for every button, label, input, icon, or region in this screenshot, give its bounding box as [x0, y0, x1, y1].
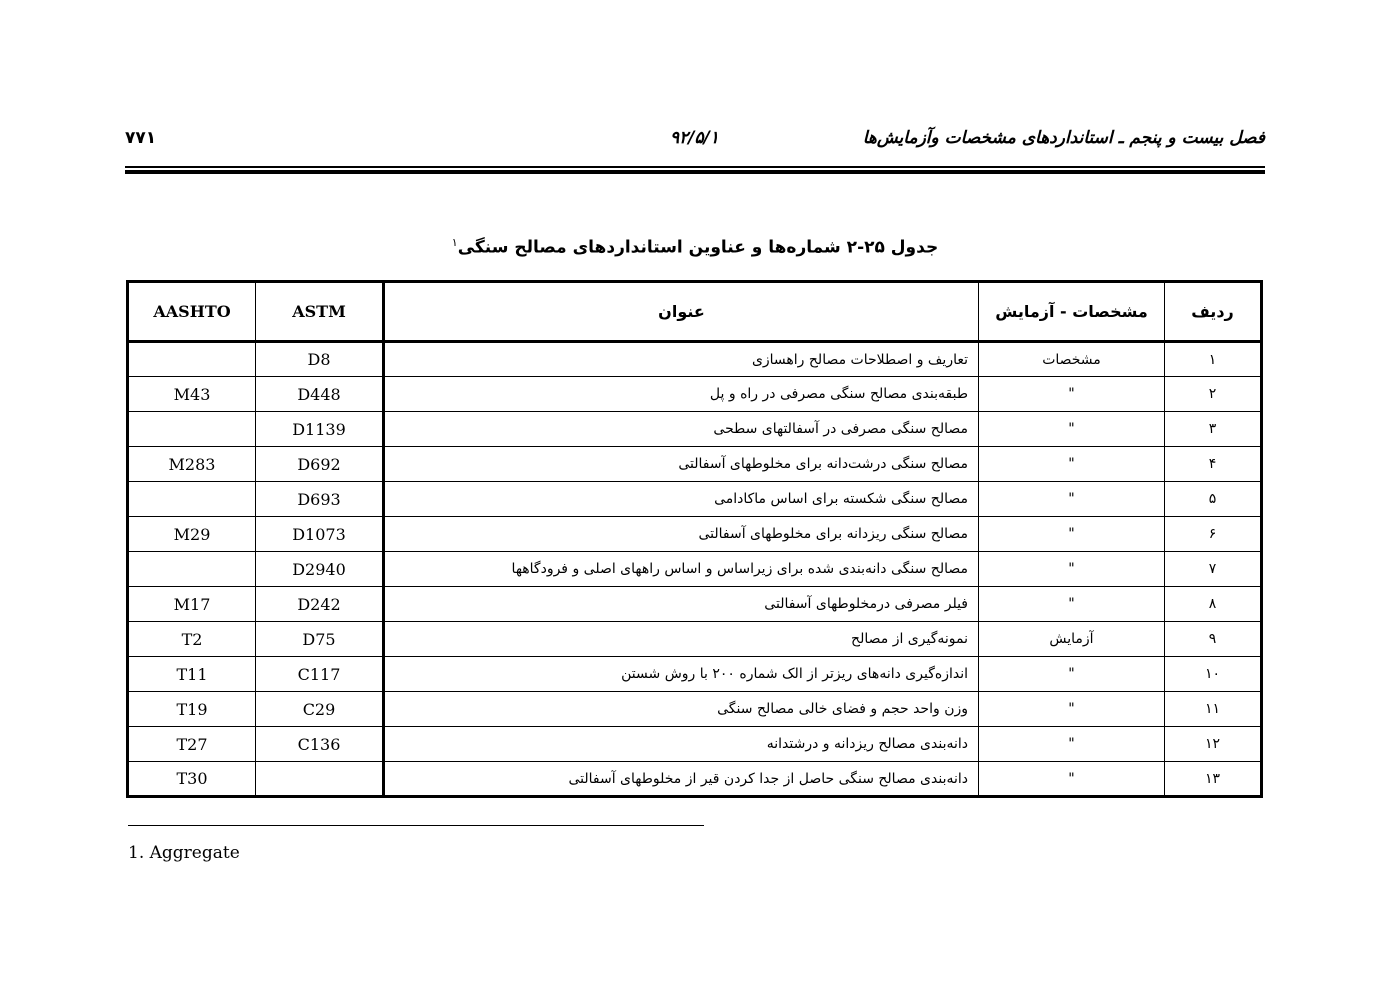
cell-aashto [128, 412, 256, 447]
cell-title: اندازه‌گیری دانه‌های ریزتر از الک شماره ۲۰۰ با روش شستن [384, 657, 979, 692]
col-header-astm: ASTM [256, 282, 384, 342]
cell-astm: C29 [256, 692, 384, 727]
cell-title: دانه‌بندی مصالح ریزدانه و درشتدانه [384, 727, 979, 762]
cell-type: آزمایش [979, 622, 1165, 657]
cell-type: " [979, 657, 1165, 692]
col-header-row: ردیف [1165, 282, 1262, 342]
footnote-rule [128, 825, 704, 826]
cell-row-number: ۴ [1165, 447, 1262, 482]
cell-type: " [979, 517, 1165, 552]
table-row [128, 762, 1262, 797]
cell-type: " [979, 377, 1165, 412]
cell-type: " [979, 412, 1165, 447]
table-row [128, 412, 1262, 447]
footnote: 1. Aggregate [128, 843, 240, 863]
cell-aashto: M17 [128, 587, 256, 622]
cell-astm: D1139 [256, 412, 384, 447]
cell-title: مصالح سنگی دانه‌بندی شده برای زیراساس و اساس راههای اصلی و فرودگاهها [384, 552, 979, 587]
cell-title: دانه‌بندی مصالح سنگی حاصل از جدا کردن قیر از مخلوطهای آسفالتی [384, 762, 979, 797]
chapter-title: فصل بیست و پنجم ـ استانداردهای مشخصات وآزمایش‌ها [862, 128, 1265, 148]
table-row [128, 377, 1262, 412]
table-row [128, 657, 1262, 692]
cell-astm: D242 [256, 587, 384, 622]
footnote-mark: ۱ [451, 236, 458, 249]
cell-row-number: ۹ [1165, 622, 1262, 657]
table-header-row [128, 282, 1262, 342]
cell-aashto: T30 [128, 762, 256, 797]
cell-aashto: T11 [128, 657, 256, 692]
cell-astm: C117 [256, 657, 384, 692]
cell-aashto: M283 [128, 447, 256, 482]
cell-type: مشخصات [979, 342, 1165, 377]
cell-astm: C136 [256, 727, 384, 762]
page-number: ۷۷۱ [125, 128, 157, 148]
table-caption-text: جدول ۲۵-۲ شماره‌ها و عناوین استانداردهای مصالح سنگی [457, 237, 939, 258]
cell-type: " [979, 692, 1165, 727]
table-row [128, 692, 1262, 727]
cell-aashto: T19 [128, 692, 256, 727]
cell-row-number: ۲ [1165, 377, 1262, 412]
table-row [128, 622, 1262, 657]
cell-type: " [979, 552, 1165, 587]
cell-title: مصالح سنگی درشت‌دانه برای مخلوطهای آسفالتی [384, 447, 979, 482]
cell-astm: D1073 [256, 517, 384, 552]
cell-astm: D8 [256, 342, 384, 377]
cell-astm: D2940 [256, 552, 384, 587]
table-row [128, 482, 1262, 517]
cell-aashto: T2 [128, 622, 256, 657]
cell-aashto [128, 552, 256, 587]
cell-aashto [128, 342, 256, 377]
cell-title: طبقه‌بندی مصالح سنگی مصرفی در راه و پل [384, 377, 979, 412]
cell-title: مصالح سنگی مصرفی در آسفالتهای سطحی [384, 412, 979, 447]
col-header-aashto: AASHTO [128, 282, 256, 342]
col-header-title: عنوان [384, 282, 979, 342]
header-rule-thin [125, 166, 1265, 168]
table-row [128, 447, 1262, 482]
table-row [128, 587, 1262, 622]
cell-title: مصالح سنگی شکسته برای اساس ماکادامی [384, 482, 979, 517]
cell-title: وزن واحد حجم و فضای خالی مصالح سنگی [384, 692, 979, 727]
table-row [128, 342, 1262, 377]
cell-row-number: ۳ [1165, 412, 1262, 447]
standards-table [126, 280, 1263, 798]
cell-type: " [979, 447, 1165, 482]
cell-aashto [128, 482, 256, 517]
cell-type: " [979, 482, 1165, 517]
cell-type: " [979, 727, 1165, 762]
cell-row-number: ۶ [1165, 517, 1262, 552]
cell-astm: D693 [256, 482, 384, 517]
cell-row-number: ۱۰ [1165, 657, 1262, 692]
cell-astm: D75 [256, 622, 384, 657]
page-header [125, 124, 1265, 160]
cell-title: نمونه‌گیری از مصالح [384, 622, 979, 657]
cell-row-number: ۱ [1165, 342, 1262, 377]
table-caption [125, 236, 1265, 258]
cell-type: " [979, 587, 1165, 622]
col-header-type: مشخصات - آزمایش [979, 282, 1165, 342]
cell-aashto: T27 [128, 727, 256, 762]
cell-aashto: M29 [128, 517, 256, 552]
cell-row-number: ۱۱ [1165, 692, 1262, 727]
cell-row-number: ۵ [1165, 482, 1262, 517]
cell-astm: D692 [256, 447, 384, 482]
cell-title: مصالح سنگی ریزدانه برای مخلوطهای آسفالتی [384, 517, 979, 552]
cell-row-number: ۱۳ [1165, 762, 1262, 797]
cell-title: فیلر مصرفی درمخلوطهای آسفالتی [384, 587, 979, 622]
cell-row-number: ۸ [1165, 587, 1262, 622]
cell-row-number: ۷ [1165, 552, 1262, 587]
cell-astm [256, 762, 384, 797]
revision-date: ۹۲/۵/۱ [670, 128, 719, 148]
cell-title: تعاریف و اصطلاحات مصالح راهسازی [384, 342, 979, 377]
cell-astm: D448 [256, 377, 384, 412]
table-row [128, 727, 1262, 762]
cell-row-number: ۱۲ [1165, 727, 1262, 762]
cell-type: " [979, 762, 1165, 797]
cell-aashto: M43 [128, 377, 256, 412]
header-rule-thick [125, 170, 1265, 174]
table-row [128, 552, 1262, 587]
table-row [128, 517, 1262, 552]
